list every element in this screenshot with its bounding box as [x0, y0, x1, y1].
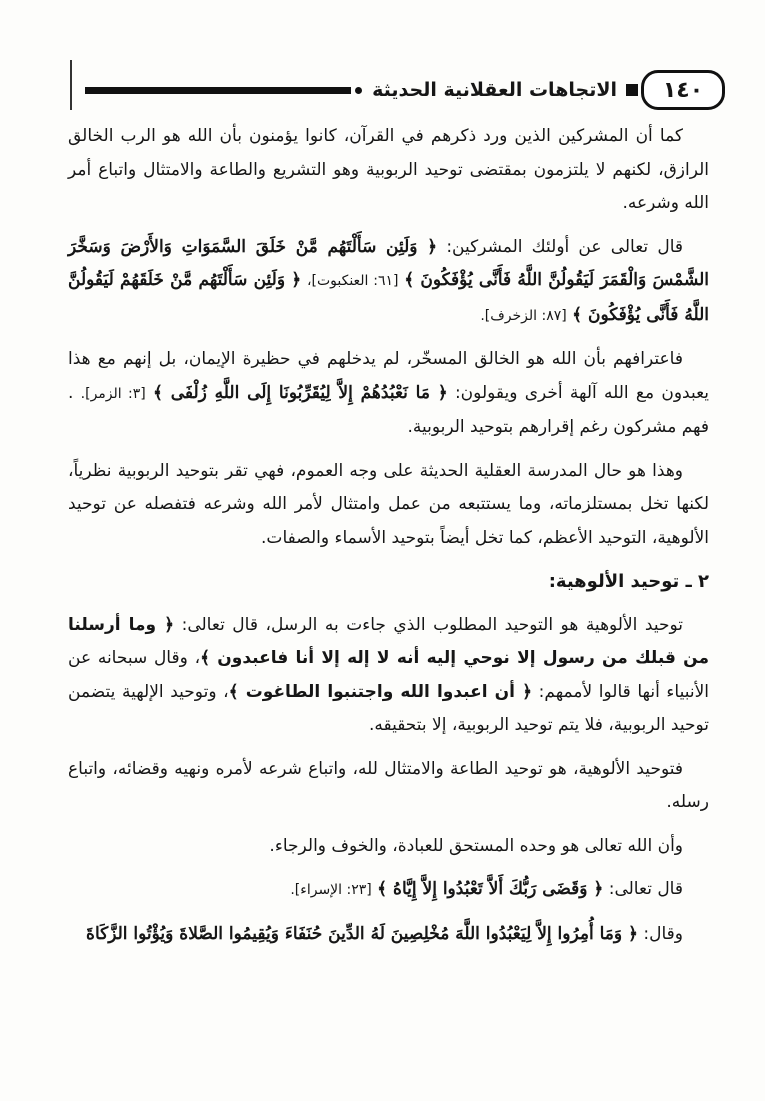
section-heading: ٢ ـ توحيد الألوهية:	[548, 571, 709, 592]
quran-verse: ﴿ وما أرسلنا من قبلك من رسول إلا نوحي إليه أنه لا إله إلا أنا فاعبدون ﴾	[68, 614, 709, 668]
paragraph-3	[68, 343, 709, 445]
verse-reference: [٣: الزمر].	[80, 385, 146, 402]
page-header	[85, 71, 725, 109]
paragraph-2-intro: قال تعالى عن أولئك المشركين:	[446, 236, 683, 257]
paragraph-6: فتوحيد الألوهية، هو توحيد الطاعة والامتثال لله، واتباع شرعه لأمره ونهيه وقضائه، واتباع رسله.	[68, 758, 709, 812]
running-title: الاتجاهات العقلانية الحديثة	[372, 79, 617, 101]
paragraph-5-tail: ، وتوحيد الإلهية يتضمن توحيد الربوبية، فلا يتم توحيد الربوبية، إلا بتحقيقه.	[68, 681, 709, 735]
header-bullet	[626, 84, 638, 96]
page-body	[68, 120, 709, 961]
paragraph-8-intro: قال تعالى:	[608, 879, 683, 899]
paragraph-1: كما أن المشركين الذين ورد ذكرهم في القرآن، كانوا يؤمنون بأن الله هو الرب الخالق الرازق، لكنهم لا يلتزمون بمقتضى توحيد الربوبية وهو التشريع والطاعة والامتثال واتباع أمر الله وشرعه.	[68, 126, 709, 213]
paragraph-9-intro: وقال:	[643, 923, 683, 944]
header-dot	[355, 87, 362, 94]
page-number: ١٤٠	[641, 70, 725, 110]
quran-verse: ﴿ وَلَئِن سَأَلْتَهُم مَّنْ خَلَقَهُمْ لَيَقُولُنَّ اللَّهُ فَأَنَّى يُؤْفَكُونَ ﴾	[68, 270, 709, 325]
quran-verse: ﴿ مَا نَعْبُدُهُمْ إِلاَّ لِيُقَرِّبُونَا إِلَى اللَّهِ زُلْفَى ﴾	[152, 382, 448, 403]
paragraph-4: وهذا هو حال المدرسة العقلية الحديثة على وجه العموم، فهي تقر بتوحيد الربوبية نظرياً، لكنها تخل بمستلزماته، وما يستتبعه من عمل وامتثال لأمر الله وشرعه فتفصله عن توحيد الألوهية، التوحيد الأعظم، كما تخل أيضاً بتوحيد الأسماء والصفات.	[68, 460, 709, 548]
paragraph-3-text: فاعترافهم بأن الله هو الخالق المسخّر، لم يدخلهم في حظيرة الإيمان، بل إنهم مع هذا يعبدون مع الله آلهة أخرى ويقولون:	[68, 349, 710, 403]
verse-reference: [٦١: العنكبوت]،	[306, 273, 399, 289]
paragraph-8	[68, 873, 709, 908]
paragraph-9	[68, 918, 709, 952]
quran-verse: ﴿ وَلَئِن سَأَلْتَهُم مَّنْ خَلَقَ السَّمَوَاتِ وَالأَرْضَ وَسَخَّرَ الشَّمْسَ وَالْقَمَرَ لَيَقُولُنَّ اللَّهُ فَأَنَّى يُؤْفَكُونَ ﴾	[68, 236, 710, 290]
paragraph-5-mid: ، وقال سبحانه عن الأنبياء أنها قالوا لأممهم:	[68, 648, 710, 702]
quran-verse: ﴿ وَقَضَى رَبُّكَ أَلاَّ تَعْبُدُوا إِلاَّ إِيَّاهُ ﴾	[377, 879, 604, 899]
verse-reference: [٢٣: الإسراء].	[290, 882, 372, 898]
header-rule	[85, 87, 351, 94]
quran-verse: ﴿ وَمَا أُمِرُوا إِلاَّ لِيَعْبُدُوا اللَّهَ مُخْلِصِينَ لَهُ الدِّينَ حُنَفَاءَ وَيُقِيمُوا الصَّلاةَ وَيُؤْتُوا الزَّكَاةَ	[86, 923, 638, 944]
paragraph-5	[68, 609, 709, 743]
paragraph-7: وأن الله تعالى هو وحده المستحق للعبادة، والخوف والرجاء.	[269, 835, 683, 856]
quran-verse: ﴿ أن اعبدوا الله واجتنبوا الطاغوت ﴾	[228, 681, 533, 702]
paragraph-5-text: توحيد الألوهية هو التوحيد المطلوب الذي جاءت به الرسل، قال تعالى:	[181, 614, 683, 635]
verse-reference: [٨٧: الزخرف].	[480, 307, 567, 324]
margin-line	[70, 60, 72, 110]
paragraph-2	[68, 231, 709, 334]
paragraph-3-tail: . فهم مشركون رغم إقرارهم بتوحيد الربوبية.	[68, 382, 709, 437]
